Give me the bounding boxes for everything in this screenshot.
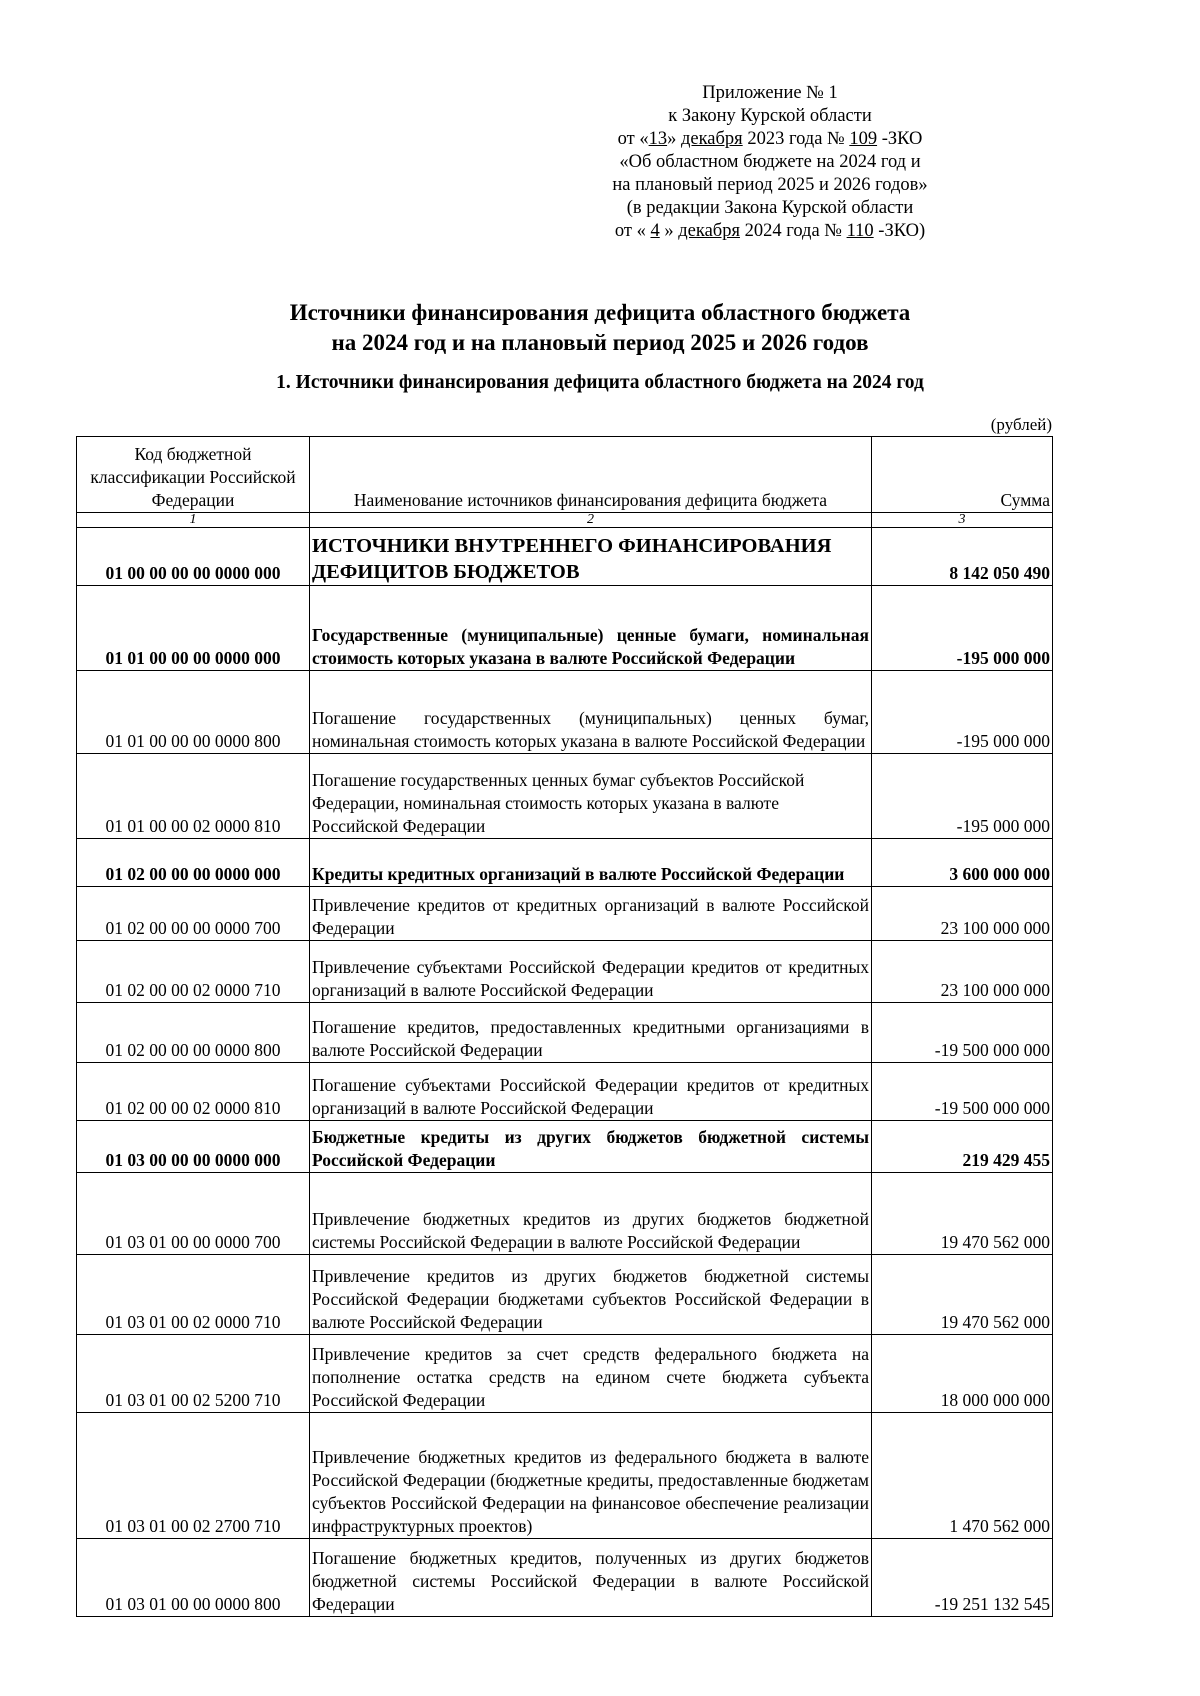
budget-code-cell: 01 02 00 00 02 0000 710 [77,941,310,1003]
column-header-name: Наименование источников финансирования дефицита бюджета [310,437,872,513]
column-number-row [77,513,1053,528]
table-row [77,1121,1053,1173]
table-row [77,941,1053,1003]
document-title-line2: на 2024 год и на плановый период 2025 и 2026 годов [331,330,869,355]
amount-cell: -19 500 000 000 [872,1003,1053,1063]
table-row [77,528,1053,586]
amount-cell: -19 251 132 545 [872,1539,1053,1617]
law-date-line: от «13» декабря 2023 года № 109 -ЗКО [617,129,923,149]
source-name-cell: Погашение кредитов, предоставленных кредитными организациями в валюте Российской Федерации [310,1003,872,1063]
amount-cell: 19 470 562 000 [872,1255,1053,1335]
column-number: 2 [310,513,872,528]
source-name-cell: Привлечение бюджетных кредитов из федерального бюджета в валюте Российской Федерации (бюджетные кредиты, предоставленные бюджетам субъектов Российской Федерации на финансовое обеспечение реализации инфраструктурных проектов) [310,1413,872,1539]
column-header-sum: Сумма [872,437,1053,513]
budget-code-cell: 01 01 00 00 00 0000 000 [77,586,310,671]
budget-code-cell: 01 03 00 00 00 0000 000 [77,1121,310,1173]
table-row [77,754,1053,839]
amount-cell: -195 000 000 [872,754,1053,839]
table-row [77,887,1053,941]
amount-cell: 23 100 000 000 [872,941,1053,1003]
budget-code-cell: 01 01 00 00 02 0000 810 [77,754,310,839]
budget-code-cell: 01 02 00 00 02 0000 810 [77,1063,310,1121]
source-name-cell: Привлечение кредитов из других бюджетов бюджетной системы Российской Федерации бюджетами субъектов Российской Федерации в валюте Российской Федерации [310,1255,872,1335]
amount-cell: -195 000 000 [872,671,1053,754]
law-reference: к Закону Курской области [668,106,872,126]
source-name-cell: Привлечение кредитов за счет средств федерального бюджета на пополнение остатка средств на едином счете бюджета субъекта Российской Федерации [310,1335,872,1413]
amendment-date-line: от « 4 » декабря 2024 года № 110 -ЗКО) [614,221,926,241]
source-name-cell: Погашение субъектами Российской Федерации кредитов от кредитных организаций в валюте Российской Федерации [310,1063,872,1121]
amount-cell: 8 142 050 490 [872,528,1053,586]
source-name-cell: Привлечение кредитов от кредитных организаций в валюте Российской Федерации [310,887,872,941]
column-number: 1 [77,513,310,528]
source-name-cell: Бюджетные кредиты из других бюджетов бюджетной системы Российской Федерации [310,1121,872,1173]
table-row [77,839,1053,887]
budget-code-cell: 01 00 00 00 00 0000 000 [77,528,310,586]
table-row [77,1413,1053,1539]
document-title [100,298,1100,358]
budget-code-cell: 01 02 00 00 00 0000 000 [77,839,310,887]
table-row [77,1255,1053,1335]
amount-cell: 19 470 562 000 [872,1173,1053,1255]
source-name-cell: ИСТОЧНИКИ ВНУТРЕННЕГО ФИНАНСИРОВАНИЯ ДЕФИЦИТОВ БЮДЖЕТОВ [310,528,872,586]
source-name-cell: Кредиты кредитных организаций в валюте Российской Федерации [310,839,872,887]
column-number: 3 [872,513,1053,528]
budget-code-cell: 01 01 00 00 00 0000 800 [77,671,310,754]
table-row [77,1335,1053,1413]
table-row [77,1539,1053,1617]
document-title-line1: Источники финансирования дефицита областного бюджета [289,300,911,325]
financing-sources-table [76,436,1053,1617]
budget-code-cell: 01 03 01 00 02 5200 710 [77,1335,310,1413]
budget-code-cell: 01 03 01 00 00 0000 800 [77,1539,310,1617]
table-row [77,1173,1053,1255]
amount-cell: -195 000 000 [872,586,1053,671]
amount-cell: 3 600 000 000 [872,839,1053,887]
amendment-line: (в редакции Закона Курской области [626,198,914,218]
amount-cell: -19 500 000 000 [872,1063,1053,1121]
table-row [77,1003,1053,1063]
amount-cell: 23 100 000 000 [872,887,1053,941]
column-header-code: Код бюджетной классификации Российской Федерации [77,437,310,513]
source-name-cell: Государственные (муниципальные) ценные бумаги, номинальная стоимость которых указана в валюте Российской Федерации [310,586,872,671]
table-row [77,586,1053,671]
amount-cell: 18 000 000 000 [872,1335,1053,1413]
budget-code-cell: 01 02 00 00 00 0000 800 [77,1003,310,1063]
source-name-cell: Привлечение субъектами Российской Федерации кредитов от кредитных организаций в валюте Российской Федерации [310,941,872,1003]
source-name-cell: Погашение государственных ценных бумаг субъектов Российской Федерации, номинальная стоимость которых указана в валюте Российской Федерации [310,754,872,839]
law-title-line2: на плановый период 2025 и 2026 годов» [612,175,928,195]
table-header-row [77,437,1053,513]
law-title-line1: «Об областном бюджете на 2024 год и [619,152,921,172]
appendix-number: Приложение № 1 [702,83,838,103]
amount-cell: 219 429 455 [872,1121,1053,1173]
source-name-cell: Погашение бюджетных кредитов, полученных из других бюджетов бюджетной системы Российской Федерации в валюте Российской Федерации [310,1539,872,1617]
table-row [77,1063,1053,1121]
section-title: 1. Источники финансирования дефицита областного бюджета на 2024 год [276,372,924,393]
amount-cell: 1 470 562 000 [872,1413,1053,1539]
source-name-cell: Погашение государственных (муниципальных) ценных бумаг, номинальная стоимость которых указана в валюте Российской Федерации [310,671,872,754]
source-name-cell: Привлечение бюджетных кредитов из других бюджетов бюджетной системы Российской Федерации в валюте Российской Федерации [310,1173,872,1255]
budget-code-cell: 01 02 00 00 00 0000 700 [77,887,310,941]
budget-code-cell: 01 03 01 00 00 0000 700 [77,1173,310,1255]
budget-code-cell: 01 03 01 00 02 0000 710 [77,1255,310,1335]
budget-code-cell: 01 03 01 00 02 2700 710 [77,1413,310,1539]
table-row [77,671,1053,754]
law-appendix-header [560,82,980,243]
units-label: (рублей) [990,415,1052,434]
